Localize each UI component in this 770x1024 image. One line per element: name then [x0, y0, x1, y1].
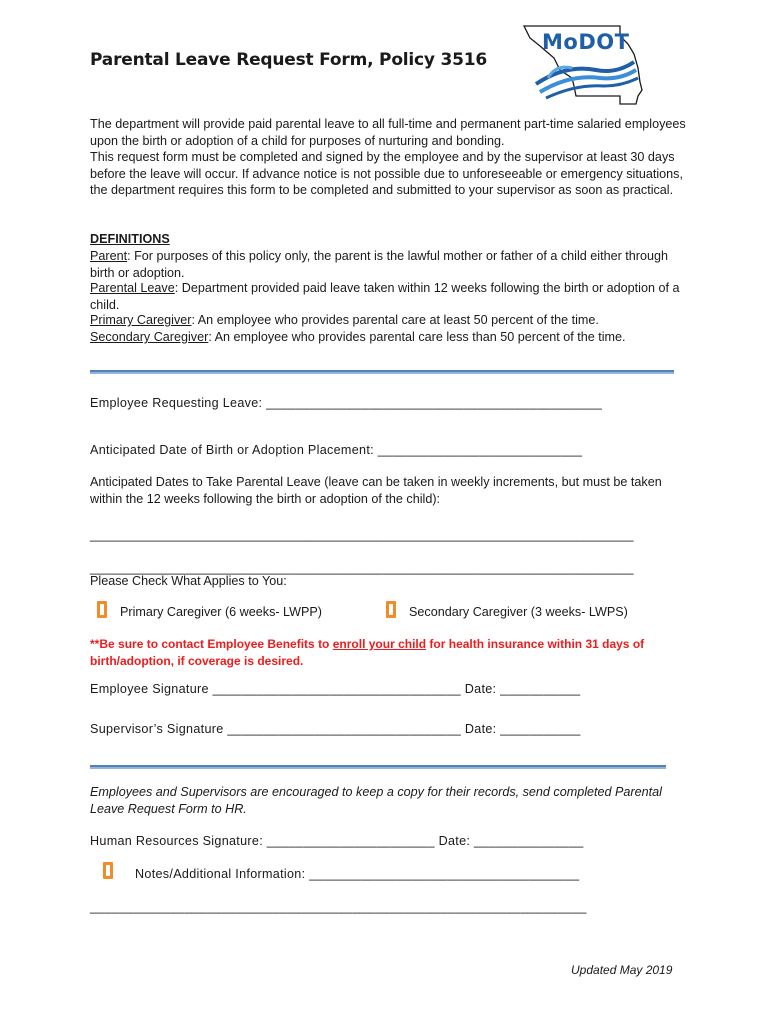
definition-parental-leave: Parental Leave: Department provided paid leave taken within 12 weeks following the birth or adoption of a child.	[90, 281, 680, 312]
primary-caregiver-checkbox[interactable]	[97, 601, 107, 618]
divider-rule-2	[90, 765, 666, 769]
anticipated-date-field[interactable]: Anticipated Date of Birth or Adoption Placement: ____________________________	[90, 443, 583, 457]
records-note: Employees and Supervisors are encouraged to keep a copy for their records, send completed Parental Leave Request Form to HR.	[90, 785, 662, 816]
secondary-caregiver-checkbox[interactable]	[386, 601, 396, 618]
notes-line[interactable]: ____________________________________________________________________	[90, 900, 587, 914]
employee-signature-field[interactable]: Employee Signature __________________________________ Date: ___________	[90, 682, 581, 696]
anticipated-dates-line-1[interactable]: ____________________________________________________________________________	[90, 528, 634, 542]
intro-paragraph-2: This request form must be completed and signed by the employee and by the supervisor at least 30 days before the leave will occur. If advance notice is not possible due to unforeseeable or emergency situations, the department requires this form to be completed and submitted to your supervisor as soon as practical.	[90, 150, 683, 197]
logo-wordmark: MoDOT	[542, 30, 630, 54]
supervisor-signature-field[interactable]: Supervisor’s Signature ________________________________ Date: ___________	[90, 722, 581, 736]
modot-logo	[516, 24, 658, 108]
benefits-notice: **Be sure to contact Employee Benefits to enroll your child for health insurance within 31 days of birth/adoption, if coverage is desired.	[90, 637, 645, 668]
anticipated-dates-label: Anticipated Dates to Take Parental Leave (leave can be taken in weekly increments, but must be taken within the 12 weeks following the birth or adoption of the child):	[90, 475, 662, 506]
secondary-caregiver-label: Secondary Caregiver (3 weeks- LWPS)	[409, 605, 628, 619]
page-title: Parental Leave Request Form, Policy 3516	[90, 50, 488, 70]
definition-primary-caregiver: Primary Caregiver: An employee who provides parental care at least 50 percent of the time.	[90, 313, 599, 327]
definition-secondary-caregiver: Secondary Caregiver: An employee who provides parental care less than 50 percent of the time.	[90, 330, 626, 344]
notes-checkbox[interactable]	[103, 862, 113, 879]
updated-date: Updated May 2019	[571, 963, 673, 977]
employee-requesting-field[interactable]: Employee Requesting Leave: ______________________________________________	[90, 396, 603, 410]
divider-rule	[90, 370, 674, 374]
anticipated-dates-line-2[interactable]: ____________________________________________________________________________	[90, 561, 634, 575]
intro-paragraph-1: The department will provide paid parental leave to all full-time and permanent part-time salaried employees upon the birth or adoption of a child for purposes of nurturing and bonding.	[90, 117, 686, 148]
check-applies-label: Please Check What Applies to You:	[90, 574, 287, 588]
definitions-heading: DEFINITIONS	[90, 232, 170, 246]
hr-signature-field[interactable]: Human Resources Signature: _______________________ Date: _______________	[90, 834, 584, 848]
primary-caregiver-label: Primary Caregiver (6 weeks- LWPP)	[120, 605, 323, 619]
notes-field[interactable]: Notes/Additional Information: _____________________________________	[135, 867, 580, 881]
definition-parent: Parent: For purposes of this policy only, the parent is the lawful mother or father of a child either through birth or adoption.	[90, 249, 668, 280]
enroll-child-link[interactable]: enroll your child	[332, 637, 427, 651]
